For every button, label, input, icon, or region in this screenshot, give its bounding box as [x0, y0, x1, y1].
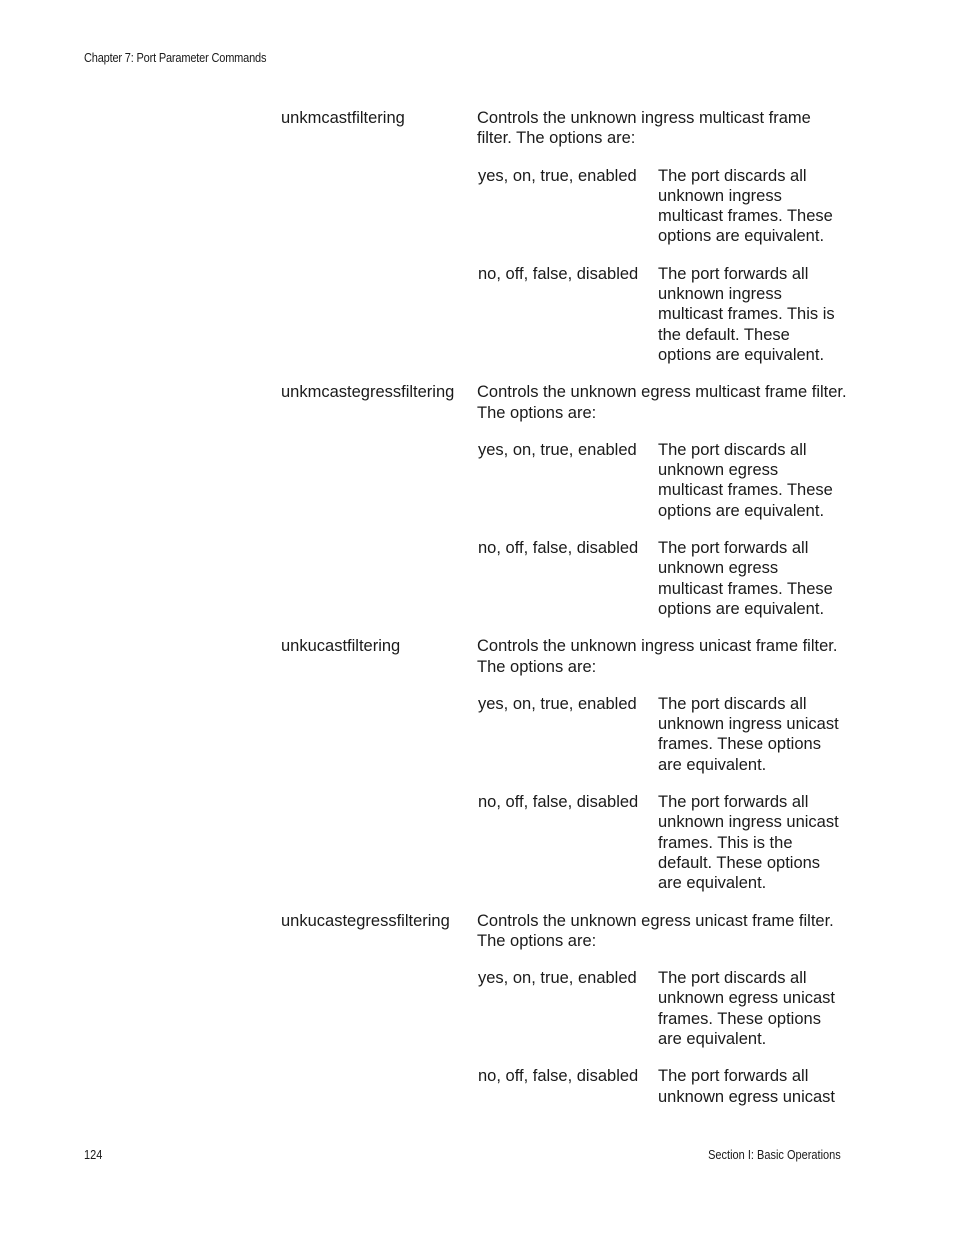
option-description: The port forwards all unknown egress unicast [658, 1067, 836, 1106]
parameter-description: Controls the unknown egress unicast frame filter. The options are: [477, 911, 834, 950]
option-description: The port discards all unknown ingress multicast frames. These options are equivalent. [658, 166, 833, 246]
running-header: Chapter 7: Port Parameter Commands [84, 51, 267, 65]
option-description: The port discards all unknown ingress unicast frames. These options are equivalent. [658, 694, 839, 774]
option-description: The port forwards all unknown ingress multicast frames. This is the default. These options are equivalent. [658, 264, 835, 364]
parameter-entry [281, 108, 851, 365]
option-description: The port discards all unknown egress multicast frames. These options are equivalent. [658, 440, 833, 520]
option-values: no, off, false, disabled [478, 1067, 639, 1086]
option-values: yes, on, true, enabled [478, 694, 637, 713]
option-description: The port forwards all unknown ingress unicast frames. This is the default. These options are equivalent. [658, 793, 839, 893]
parameter-description: Controls the unknown ingress multicast frame filter. The options are: [477, 109, 811, 148]
parameter-description: Controls the unknown ingress unicast frame filter. The options are: [477, 637, 838, 676]
parameter-list [281, 108, 851, 1124]
option-values: no, off, false, disabled [478, 264, 639, 283]
parameter-name: unkucastfiltering [281, 637, 401, 656]
parameter-name: unkmcastfiltering [281, 109, 405, 127]
option-values: yes, on, true, enabled [478, 166, 637, 185]
option-description: The port discards all unknown egress unicast frames. These options are equivalent. [658, 969, 836, 1048]
parameter-name: unkmcastegressfiltering [281, 383, 455, 402]
parameter-entry [281, 382, 851, 619]
option-row [478, 440, 851, 521]
option-values: no, off, false, disabled [478, 539, 639, 558]
option-row [478, 792, 851, 893]
parameter-entry [281, 636, 851, 893]
option-values: yes, on, true, enabled [478, 440, 637, 459]
option-row [478, 968, 851, 1049]
option-values: no, off, false, disabled [478, 793, 639, 812]
option-row [478, 166, 851, 247]
option-description: The port forwards all unknown egress multicast frames. These options are equivalent. [658, 539, 833, 618]
option-values: yes, on, true, enabled [478, 969, 637, 988]
running-footer-section: Section I: Basic Operations [708, 1148, 841, 1162]
option-row [478, 538, 851, 619]
option-row [478, 1066, 851, 1107]
option-row [478, 264, 851, 365]
parameter-entry [281, 911, 851, 1107]
option-row [478, 694, 851, 775]
page-number: 124 [84, 1148, 103, 1162]
parameter-name: unkucastegressfiltering [281, 911, 450, 930]
parameter-description: Controls the unknown egress multicast frame filter. The options are: [477, 383, 847, 422]
